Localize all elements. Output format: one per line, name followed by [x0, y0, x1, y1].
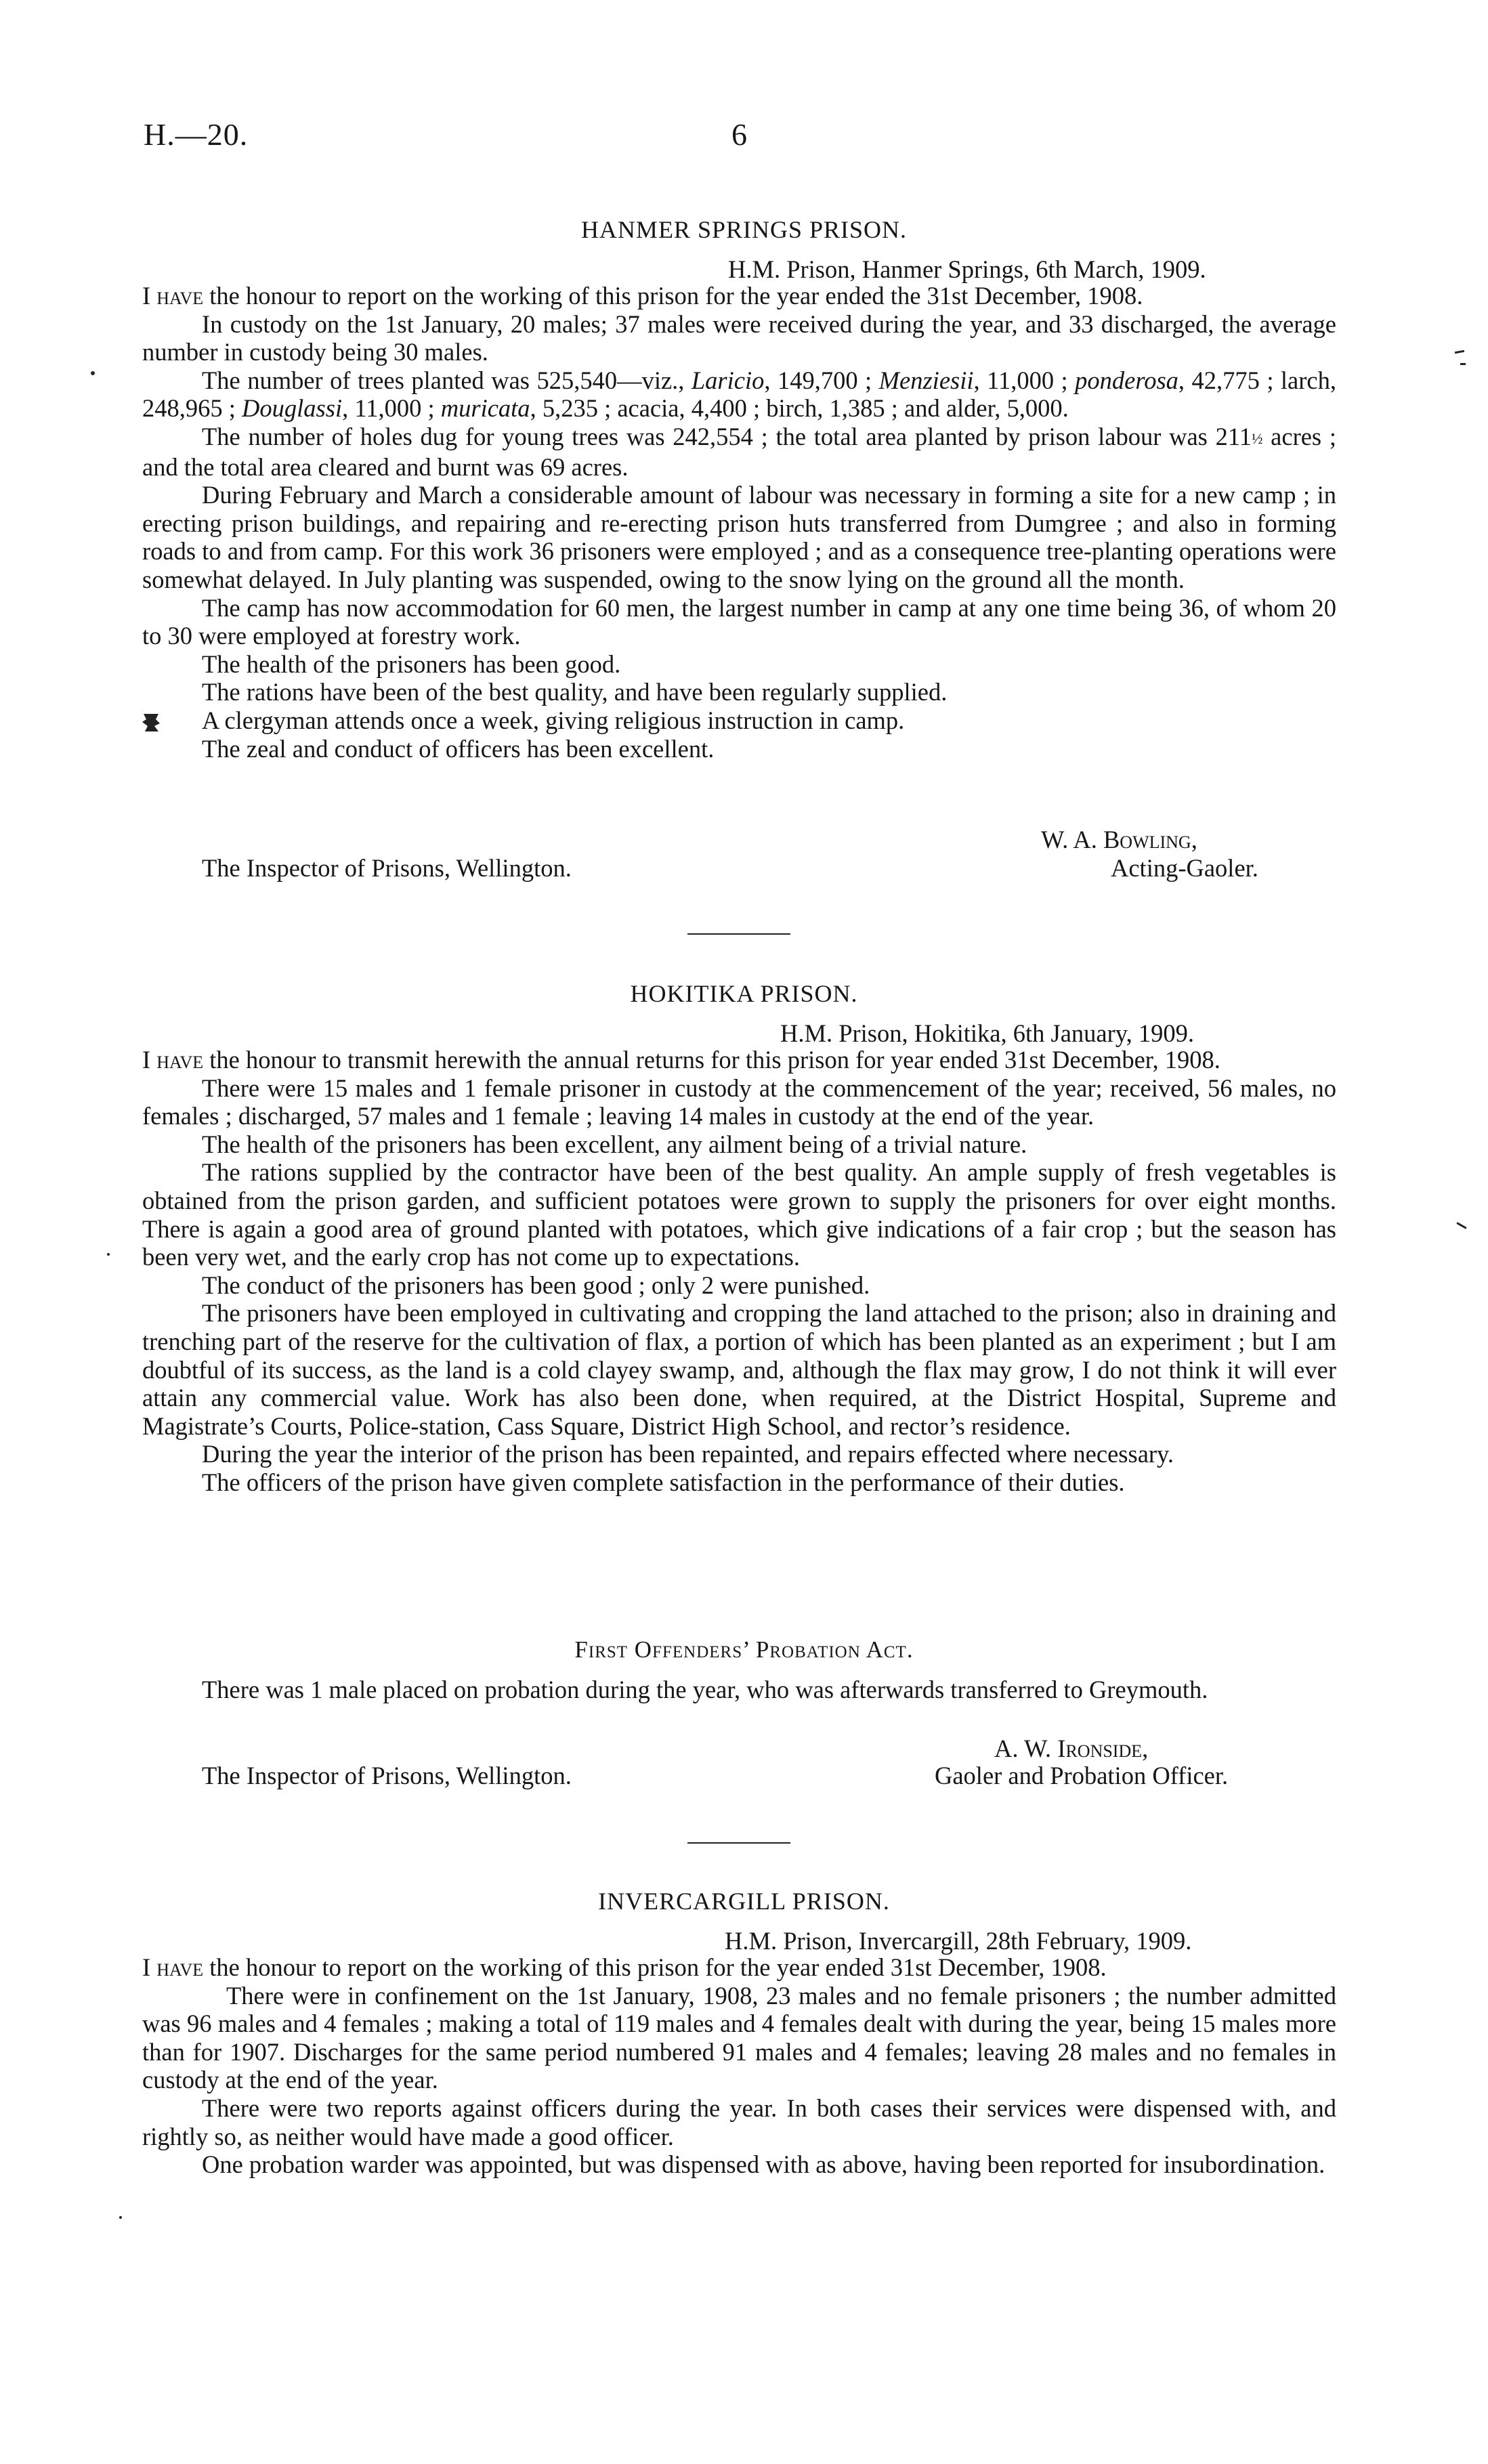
- addressee-hokitika: The Inspector of Prisons, Wellington.: [202, 1762, 572, 1789]
- paragraph: The rations supplied by the contractor have been of the best quality. An ample supply of fresh vegetables is obtained from the prison garden, and sufficient potatoes were grown to supply the prisoners for over eight months. There is again a good area of ground planted with potatoes, which give indications of a fair crop ; but the season has been very wet, and the early crop has not come up to expectations.: [142, 1158, 1336, 1271]
- paragraph: During the year the interior of the prison has been repainted, and repairs effected where necessary.: [202, 1440, 1174, 1468]
- scan-speck: [91, 371, 95, 375]
- text-run: , 42,775 ; larch, 248,965 ;: [142, 366, 1336, 423]
- species-laricio: Laricio: [691, 366, 765, 394]
- section-divider: [687, 1842, 790, 1844]
- paragraph: A clergyman attends once a week, giving religious instruction in camp.: [202, 706, 905, 734]
- page-number: 6: [731, 117, 747, 152]
- section-divider: [687, 933, 790, 935]
- body-hokitika: [142, 1046, 1336, 1497]
- opening-words: I have: [142, 1046, 204, 1074]
- scan-speck: [1460, 363, 1466, 365]
- fraction: ½: [1251, 429, 1263, 447]
- species-muricata: muricata: [440, 394, 530, 423]
- paragraph: [142, 1953, 1336, 1982]
- paragraph-text: the honour to transmit herewith the annual returns for this prison for year ended 31st December, 1908.: [203, 1046, 1220, 1074]
- text-run: The number of holes dug for young trees was 242,554 ; the total area planted by prison labour was 211: [202, 422, 1252, 450]
- text-run: , 11,000 ;: [342, 394, 441, 423]
- paragraph: There were two reports against officers during the year. In both cases their services were dispensed with, and rightly so, as neither would have made a good officer.: [142, 2094, 1336, 2150]
- text-run: , 149,700 ;: [764, 366, 879, 394]
- species-douglassi: Douglassi: [242, 394, 343, 423]
- text-run: The number of trees planted was 525,540—viz.,: [202, 366, 692, 394]
- paragraph: The health of the prisoners has been good.: [202, 650, 621, 678]
- paragraph: In custody on the 1st January, 20 males; 37 males were received during the year, and 33 discharged, the average number in custody being 30 males.: [142, 310, 1336, 366]
- species-ponderosa: ponderosa: [1075, 366, 1178, 394]
- species-menziesii: Menziesii: [878, 366, 974, 394]
- signature-title-hanmer: Acting-Gaoler.: [1111, 854, 1258, 882]
- paragraph: There was 1 male placed on probation during the year, who was afterwards transferred to Greymouth.: [202, 1676, 1208, 1703]
- scan-speck: [1456, 1222, 1466, 1229]
- paragraph: The health of the prisoners has been excellent, any ailment being of a trivial nature.: [202, 1130, 1027, 1158]
- ink-blot-mark: [141, 711, 161, 734]
- paragraph-text: the honour to report on the working of this prison for the year ended the 31st December, 1908.: [203, 282, 1143, 310]
- opening-words: I have: [142, 1953, 204, 1981]
- paragraph: The officers of the prison have given complete satisfaction in the performance of their duties.: [202, 1468, 1125, 1496]
- section-title-hokitika: HOKITIKA PRISON.: [630, 980, 858, 1007]
- paragraph: [142, 282, 1336, 310]
- subheading-probation-act: First Offenders’ Probation Act.: [574, 1636, 914, 1663]
- paragraph: One probation warder was appointed, but was dispensed with as above, having been reported for insubordination.: [202, 2150, 1325, 2179]
- signature-name-hanmer: W. A. Bowling,: [1041, 826, 1197, 853]
- dateline-hokitika: H.M. Prison, Hokitika, 6th January, 1909.: [780, 1019, 1195, 1047]
- paragraph: The zeal and conduct of officers has been excellent.: [202, 734, 715, 763]
- paragraph: During February and March a considerable amount of labour was necessary in forming a site for a new camp ; in erecting prison buildings, and repairing and re-erecting prison huts transferred from Dumgree ; and also in forming roads to and from camp. For this work 36 prisoners were employed ; and as a consequence tree-planting operations were somewhat delayed. In July planting was suspended, owing to the snow lying on the ground all the month.: [142, 481, 1336, 593]
- paragraph: [142, 1046, 1336, 1074]
- paragraph: There were 15 males and 1 female prisoner in custody at the commencement of the year; received, 56 males, no females ; discharged, 57 males and 1 female ; leaving 14 males in custody at the end of the year.: [142, 1074, 1336, 1130]
- paragraph: The camp has now accommodation for 60 men, the largest number in camp at any one time being 36, of whom 20 to 30 were employed at forestry work.: [142, 593, 1336, 650]
- paragraph: [142, 366, 1336, 423]
- paragraph-text: the honour to report on the working of this prison for the year ended 31st December, 1908.: [203, 1953, 1107, 1981]
- section-title-invercargill: INVERCARGILL PRISON.: [598, 1888, 890, 1915]
- paragraph: The prisoners have been employed in cultivating and cropping the land attached to the prison; also in draining and trenching part of the reserve for the cultivation of flax, a portion of which has been planted as an experiment ; but I am doubtful of its success, as the land is a cold clayey swamp, and, although the flax may grow, I do not think it will ever attain any commercial value. Work has also been done, when required, at the District Hospital, Supreme and Magistrate’s Courts, Police-station, Cass Square, District High School, and rector’s residence.: [142, 1299, 1336, 1440]
- scan-speck: [107, 1253, 110, 1256]
- body-hokitika-probation: [142, 1676, 1336, 1704]
- signature-title-hokitika: Gaoler and Probation Officer.: [935, 1762, 1229, 1789]
- text-run: , 11,000 ;: [973, 366, 1076, 394]
- scan-speck: [1455, 350, 1464, 354]
- paragraph: The rations have been of the best quality, and have been regularly supplied.: [202, 678, 948, 706]
- text-run: , 5,235 ; acacia, 4,400 ; birch, 1,385 ; and alder, 5,000.: [530, 394, 1069, 423]
- scan-speck: [119, 2216, 122, 2219]
- text-run: acres ; and the total area cleared and burnt was 69 acres.: [142, 422, 1336, 481]
- page-reference: H.—20.: [144, 117, 249, 152]
- dateline-hanmer: H.M. Prison, Hanmer Springs, 6th March, 1909.: [728, 255, 1206, 283]
- opening-words: I have: [142, 282, 204, 310]
- signature-name-hokitika: A. W. Ironside,: [994, 1735, 1149, 1762]
- paragraph: The conduct of the prisoners has been good ; only 2 were punished.: [202, 1271, 870, 1299]
- body-hanmer: [142, 282, 1336, 763]
- addressee-hanmer: The Inspector of Prisons, Wellington.: [202, 854, 572, 882]
- dateline-invercargill: H.M. Prison, Invercargill, 28th February, 1909.: [725, 1927, 1192, 1955]
- paragraph: [142, 423, 1336, 481]
- body-invercargill: [142, 1953, 1336, 2179]
- section-title-hanmer: HANMER SPRINGS PRISON.: [580, 216, 908, 243]
- paragraph: There were in confinement on the 1st January, 1908, 23 males and no female prisoners ; the number admitted was 96 males and 4 females ; making a total of 119 males and 4 females dealt with during the year, being 15 males more than for 1907. Discharges for the same period numbered 91 males and 4 females; leaving 28 males and no females in custody at the end of the year.: [142, 1981, 1336, 2094]
